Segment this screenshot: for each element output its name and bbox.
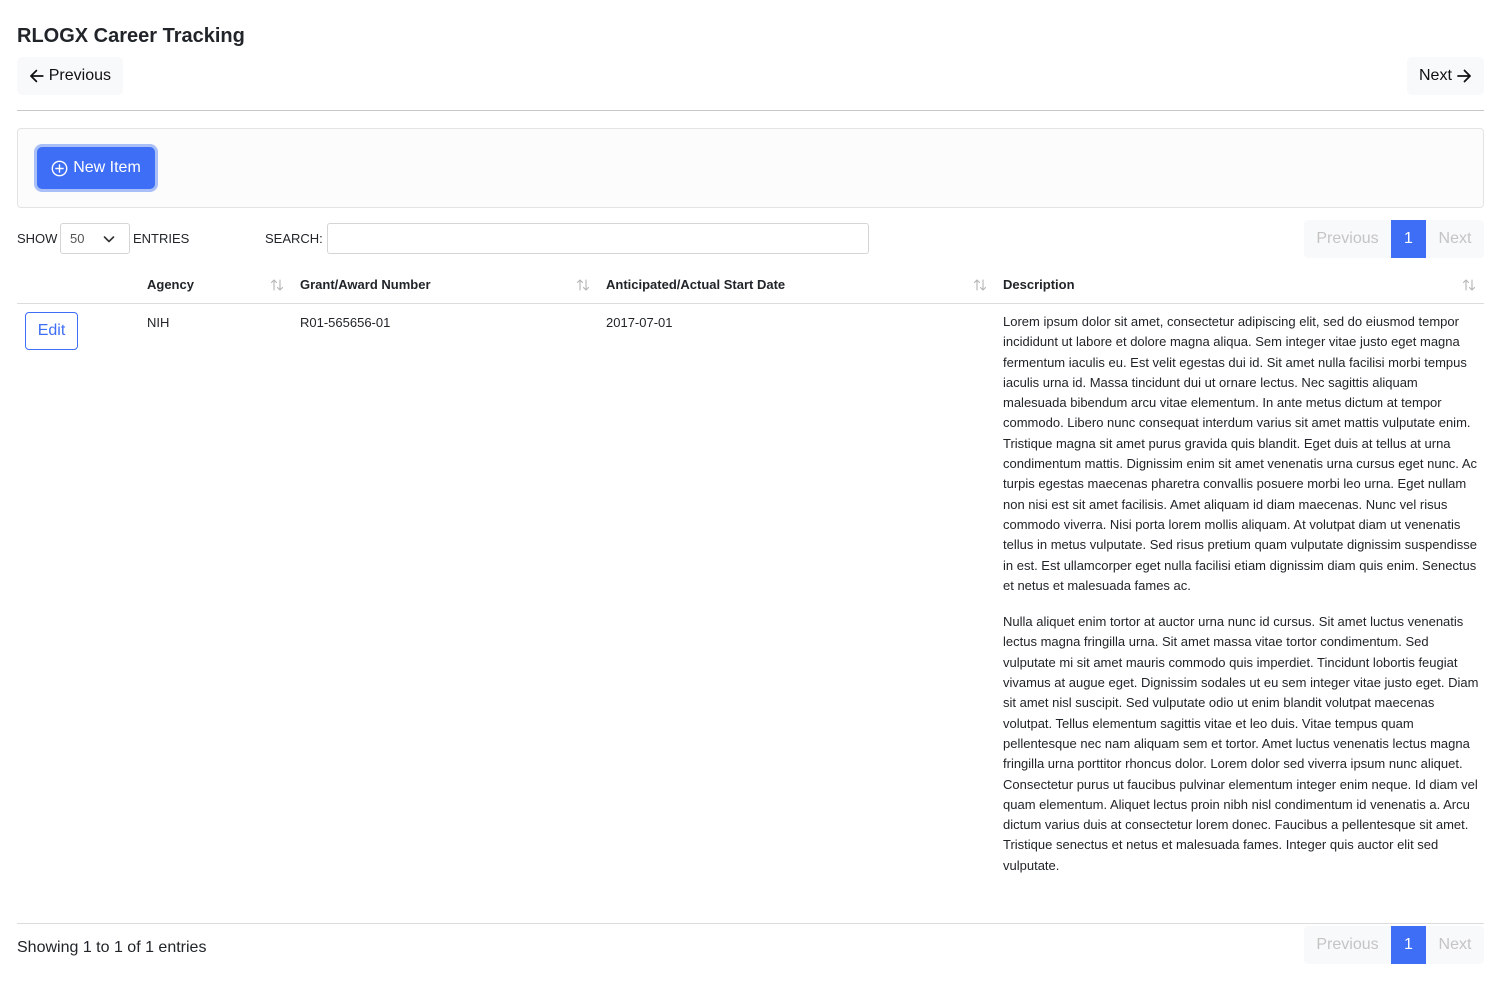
sort-icon[interactable]	[973, 278, 987, 292]
sort-icon[interactable]	[576, 278, 590, 292]
show-label: SHOW	[17, 231, 58, 246]
cell-agency: NIH	[147, 315, 170, 330]
arrow-right-icon	[1456, 68, 1472, 84]
sort-icon[interactable]	[270, 278, 284, 292]
description-paragraph: Nulla aliquet enim tortor at auctor urna nunc id cursus. Sit amet luctus venenatis lectus magna fringilla urna. Sit amet massa vitae tortor condimentum. Sed vulputate mi sit amet mauris commodo quis imperdiet. Tincidunt lobortis feugiat vivamus at augue eget. Dignissim sodales ut eu sem integer vitae justo eget. Diam sit amet nisl suscipit. Sed vulputate odio ut enim blandit volutpat maecenas volutpat. Tellus elementum sagittis vitae et leo duis. Vitae tempus quam pellentesque nec nam aliquam sem et tortor. Amet luctus venenatis lectus magna fringilla urna porttitor rhoncus dolor. Lorem dolor sed viverra ipsum nunc aliquet. Consectetur purus ut faucibus pulvinar elementum integer enim neque. Id diam vel quam elementum. Aliquet lectus proin nibh nisl condimentum id venenatis a. Arcu dictum varius duis at consectetur lorem donec. Faucibus a pellentesque sit amet. Tristique senectus et netus et malesuada fames. Integer quis auctor elit sed vulputate.	[1003, 614, 1479, 873]
pagination-page-1[interactable]: 1	[1391, 926, 1426, 964]
new-item-label: New Item	[73, 159, 141, 176]
pagination-next-button[interactable]: Next	[1426, 926, 1484, 964]
plus-circle-icon	[51, 160, 68, 177]
edit-button[interactable]: Edit	[25, 312, 78, 350]
header-divider	[17, 110, 1484, 111]
next-button[interactable]	[1407, 57, 1484, 95]
entries-label: ENTRIES	[133, 231, 190, 246]
pagination-previous-button[interactable]: Previous	[1304, 926, 1391, 964]
column-header-agency[interactable]: Agency	[147, 277, 194, 292]
page-title: RLOGX Career Tracking	[17, 25, 245, 47]
pagination-next-button[interactable]: Next	[1426, 220, 1484, 258]
chevron-down-icon	[103, 234, 115, 244]
previous-button[interactable]	[17, 57, 123, 95]
pagination-page-1[interactable]: 1	[1391, 220, 1426, 258]
column-header-start-date[interactable]: Anticipated/Actual Start Date	[606, 277, 786, 292]
column-header-description[interactable]: Description	[1003, 277, 1075, 292]
search-label: SEARCH:	[265, 231, 323, 246]
cell-start-date: 2017-07-01	[606, 315, 673, 330]
search-input[interactable]	[327, 223, 869, 254]
new-item-button[interactable]	[37, 147, 155, 189]
toolbar-card	[17, 128, 1484, 208]
previous-button-label: Previous	[48, 67, 111, 84]
cell-description	[1003, 312, 1481, 876]
pagination-previous-button[interactable]: Previous	[1304, 220, 1391, 258]
table-header-line	[17, 303, 1484, 304]
description-paragraph: Lorem ipsum dolor sit amet, consectetur adipiscing elit, sed do eiusmod tempor incididunt ut labore et dolore magna aliqua. Sem integer vitae justo eget magna fermentum iaculis eu. Est velit egestas dui id. Sit amet nulla facilisi morbi tempus iaculis urna id. Massa tincidunt dui ut ornare lectus. Nec sagittis aliquam malesuada bibendum arcu vitae elementum. In ante metus dictum at tempor commodo. Libero nunc consequat interdum varius sit amet mattis vulputate enim. Tristique magna sit amet purus gravida quis blandit. Eget duis at tellus at urna condimentum mattis. Dignissim enim sit amet venenatis urna cursus eget nunc. Ac turpis egestas maecenas pharetra convallis posuere morbi leo urna. Eget nullam non nisi est sit amet facilisis. Amet aliquam id diam maecenas. Nunc vel risus commodo viverra. Nisi porta lorem mollis aliquam. At volutpat diam ut venenatis tellus in metus vulputate. Sed risus pretium quam vulputate dignissim suspendisse in est. Est ullamcorper eget nulla facilisi etiam dignissim diam quis enim. Senectus et netus et malesuada fames ac.	[1003, 314, 1478, 593]
showing-entries-info: Showing 1 to 1 of 1 entries	[17, 939, 207, 956]
arrow-left-icon	[29, 68, 45, 84]
table-footer-line	[17, 923, 1484, 924]
next-button-label: Next	[1419, 67, 1452, 84]
pagination-top	[1304, 220, 1484, 258]
entries-value: 50	[70, 231, 85, 246]
sort-icon[interactable]	[1462, 278, 1476, 292]
cell-grant-number: R01-565656-01	[300, 315, 391, 330]
pagination-bottom	[1304, 926, 1484, 964]
column-header-grant-number[interactable]: Grant/Award Number	[300, 277, 431, 292]
entries-select[interactable]	[60, 223, 130, 254]
